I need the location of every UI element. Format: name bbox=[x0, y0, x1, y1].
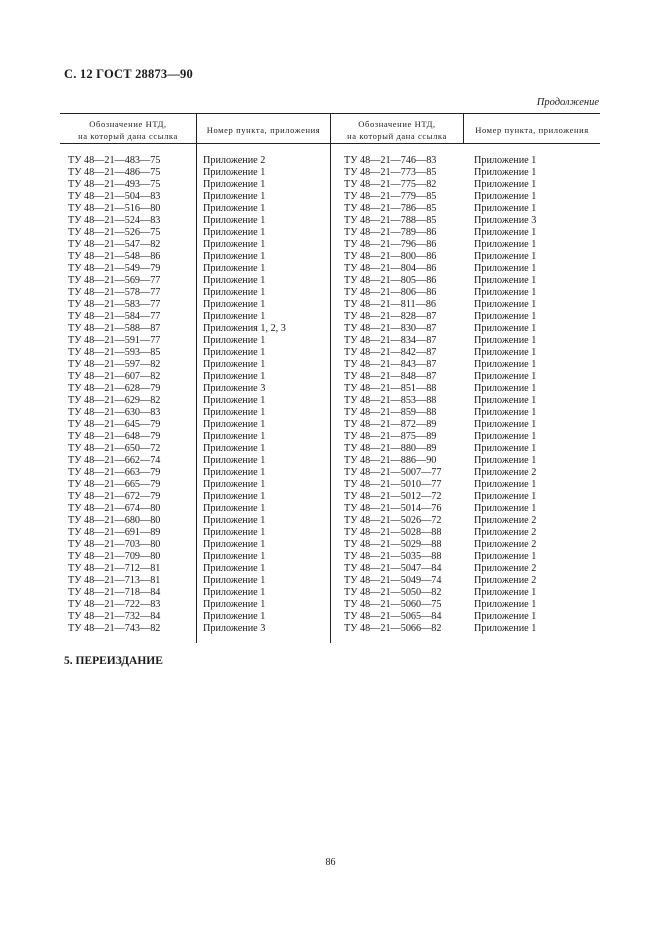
table-cell: Приложение 1 bbox=[203, 491, 266, 502]
column-doc-right bbox=[344, 155, 441, 635]
column-ref-left bbox=[203, 155, 286, 635]
table-cell: ТУ 48—21—712—81 bbox=[68, 563, 161, 574]
section-heading: 5. ПЕРЕИЗДАНИЕ bbox=[64, 655, 163, 667]
table-cell: ТУ 48—21—665—79 bbox=[68, 479, 161, 490]
table-cell: Приложение 2 bbox=[474, 467, 537, 478]
table-cell: ТУ 48—21—548—86 bbox=[68, 251, 161, 262]
table-cell: ТУ 48—21—5029—88 bbox=[344, 539, 442, 550]
table-cell: ТУ 48—21—743—82 bbox=[68, 623, 161, 634]
table-cell: ТУ 48—21—672—79 bbox=[68, 491, 161, 502]
table-cell: ТУ 48—21—773—85 bbox=[344, 167, 437, 178]
table-cell: Приложение 1 bbox=[203, 599, 266, 610]
table-cell: Приложение 1 bbox=[203, 395, 266, 406]
table-cell: ТУ 48—21—584—77 bbox=[68, 311, 161, 322]
table-cell: ТУ 48—21—830—87 bbox=[344, 323, 437, 334]
table-cell: ТУ 48—21—875—89 bbox=[344, 431, 437, 442]
header-doc-right: Обозначение НТД, на который дана ссылка bbox=[347, 118, 447, 141]
table-cell: ТУ 48—21—775—82 bbox=[344, 179, 437, 190]
table-cell: Приложение 1 bbox=[203, 347, 266, 358]
table-cell: ТУ 48—21—834—87 bbox=[344, 335, 437, 346]
table-cell: ТУ 48—21—663—79 bbox=[68, 467, 161, 478]
table-cell: Приложение 1 bbox=[474, 191, 537, 202]
table-cell: Приложение 1 bbox=[474, 407, 537, 418]
table-cell: ТУ 48—21—578—77 bbox=[68, 287, 161, 298]
table-cell: Приложение 1 bbox=[474, 299, 537, 310]
table-cell: ТУ 48—21—859—88 bbox=[344, 407, 437, 418]
table-cell: Приложение 1 bbox=[474, 287, 537, 298]
table-cell: ТУ 48—21—526—75 bbox=[68, 227, 161, 238]
table-cell: Приложение 1 bbox=[474, 431, 537, 442]
table-cell: Приложение 1 bbox=[203, 179, 266, 190]
table-cell: ТУ 48—21—880—89 bbox=[344, 443, 437, 454]
table-cell: Приложение 1 bbox=[474, 347, 537, 358]
table-cell: Приложение 1 bbox=[203, 287, 266, 298]
table-cell: ТУ 48—21—504—83 bbox=[68, 191, 161, 202]
table-cell: Приложение 1 bbox=[474, 479, 537, 490]
table-cell: ТУ 48—21—648—79 bbox=[68, 431, 161, 442]
table-cell: ТУ 48—21—842—87 bbox=[344, 347, 437, 358]
table-cell: ТУ 48—21—629—82 bbox=[68, 395, 161, 406]
table-cell: ТУ 48—21—848—87 bbox=[344, 371, 437, 382]
table-cell: Приложение 1 bbox=[203, 479, 266, 490]
table-cell: Приложение 1 bbox=[474, 371, 537, 382]
table-cell: ТУ 48—21—5014—76 bbox=[344, 503, 442, 514]
table-cell: Приложение 1 bbox=[203, 227, 266, 238]
table-cell: ТУ 48—21—811—86 bbox=[344, 299, 437, 310]
table-cell: Приложение 2 bbox=[203, 155, 266, 166]
table-cell: ТУ 48—21—483—75 bbox=[68, 155, 161, 166]
table-cell: Приложение 1 bbox=[203, 275, 266, 286]
table-cell: Приложение 1 bbox=[474, 251, 537, 262]
table-cell: ТУ 48—21—630—83 bbox=[68, 407, 161, 418]
table-cell: Приложение 1 bbox=[203, 539, 266, 550]
table-cell: ТУ 48—21—713—81 bbox=[68, 575, 161, 586]
table-cell: ТУ 48—21—5012—72 bbox=[344, 491, 442, 502]
table-cell: ТУ 48—21—843—87 bbox=[344, 359, 437, 370]
table-cell: ТУ 48—21—645—79 bbox=[68, 419, 161, 430]
table-cell: Приложение 1 bbox=[203, 371, 266, 382]
table-cell: Приложение 1 bbox=[203, 311, 266, 322]
table-cell: ТУ 48—21—779—85 bbox=[344, 191, 437, 202]
table-cell: Приложение 1 bbox=[474, 323, 537, 334]
table-cell: Приложения 1, 2, 3 bbox=[203, 323, 286, 334]
table-cell: ТУ 48—21—800—86 bbox=[344, 251, 437, 262]
table-cell: Приложение 2 bbox=[474, 527, 537, 538]
table-cell: Приложение 2 bbox=[474, 515, 537, 526]
column-ref-right bbox=[474, 155, 536, 635]
table-cell: ТУ 48—21—674—80 bbox=[68, 503, 161, 514]
table-cell: ТУ 48—21—5049—74 bbox=[344, 575, 442, 586]
table-cell: Приложение 1 bbox=[203, 359, 266, 370]
table-cell: Приложение 3 bbox=[203, 623, 266, 634]
table-cell: Приложение 1 bbox=[203, 455, 266, 466]
table-cell: Приложение 3 bbox=[474, 215, 537, 226]
table-cell: ТУ 48—21—722—83 bbox=[68, 599, 161, 610]
table-cell: ТУ 48—21—746—83 bbox=[344, 155, 437, 166]
table-cell: Приложение 1 bbox=[203, 203, 266, 214]
table-cell: Приложение 1 bbox=[474, 503, 537, 514]
table-cell: Приложение 2 bbox=[474, 539, 537, 550]
table-cell: ТУ 48—21—732—84 bbox=[68, 611, 161, 622]
table-cell: Приложение 1 bbox=[203, 263, 266, 274]
table-cell: ТУ 48—21—5047—84 bbox=[344, 563, 442, 574]
table-cell: ТУ 48—21—593—85 bbox=[68, 347, 161, 358]
table-cell: ТУ 48—21—5035—88 bbox=[344, 551, 442, 562]
table-cell: Приложение 1 bbox=[203, 515, 266, 526]
table-cell: Приложение 1 bbox=[203, 431, 266, 442]
table-cell: ТУ 48—21—5060—75 bbox=[344, 599, 442, 610]
table-cell: Приложение 1 bbox=[474, 239, 537, 250]
table-cell: ТУ 48—21—691—89 bbox=[68, 527, 161, 538]
table-cell: ТУ 48—21—872—89 bbox=[344, 419, 437, 430]
table-cell: Приложение 1 bbox=[203, 587, 266, 598]
column-divider bbox=[196, 113, 197, 643]
table-cell: ТУ 48—21—607—82 bbox=[68, 371, 161, 382]
page-number: 86 bbox=[325, 857, 336, 868]
table-cell: ТУ 48—21—597—82 bbox=[68, 359, 161, 370]
table-cell: Приложение 1 bbox=[203, 551, 266, 562]
table-cell: Приложение 1 bbox=[203, 419, 266, 430]
table-cell: Приложение 1 bbox=[203, 575, 266, 586]
table-cell: Приложение 1 bbox=[474, 551, 537, 562]
table-cell: Приложение 1 bbox=[203, 191, 266, 202]
table-cell: Приложение 1 bbox=[203, 443, 266, 454]
table-cell: ТУ 48—21—853—88 bbox=[344, 395, 437, 406]
table-cell: Приложение 1 bbox=[474, 587, 537, 598]
table-cell: ТУ 48—21—805—86 bbox=[344, 275, 437, 286]
column-divider bbox=[330, 113, 331, 643]
table-cell: ТУ 48—21—662—74 bbox=[68, 455, 161, 466]
table-cell: ТУ 48—21—583—77 bbox=[68, 299, 161, 310]
table-cell: Приложение 1 bbox=[203, 407, 266, 418]
header-doc-left: Обозначение НТД, на который дана ссылка bbox=[78, 118, 178, 141]
table-cell: Приложение 1 bbox=[474, 383, 537, 394]
header-ref-right: Номер пункта, приложения bbox=[475, 124, 589, 135]
table-cell: Приложение 1 bbox=[474, 419, 537, 430]
table-cell: ТУ 48—21—628—79 bbox=[68, 383, 161, 394]
table-cell: ТУ 48—21—786—85 bbox=[344, 203, 437, 214]
table-cell: Приложение 1 bbox=[474, 611, 537, 622]
table-cell: Приложение 1 bbox=[474, 311, 537, 322]
table-cell: Приложение 2 bbox=[474, 563, 537, 574]
table-cell: ТУ 48—21—718—84 bbox=[68, 587, 161, 598]
table-cell: ТУ 48—21—5065—84 bbox=[344, 611, 442, 622]
table-cell: Приложение 1 bbox=[203, 251, 266, 262]
table-cell: ТУ 48—21—828—87 bbox=[344, 311, 437, 322]
table-cell: Приложение 1 bbox=[474, 167, 537, 178]
table-cell: ТУ 48—21—5066—82 bbox=[344, 623, 442, 634]
table-cell: Приложение 1 bbox=[474, 455, 537, 466]
table-cell: Приложение 1 bbox=[474, 395, 537, 406]
table-cell: Приложение 1 bbox=[203, 167, 266, 178]
table-cell: Приложение 3 bbox=[203, 383, 266, 394]
table-cell: ТУ 48—21—703—80 bbox=[68, 539, 161, 550]
table-cell: ТУ 48—21—5007—77 bbox=[344, 467, 442, 478]
table-cell: ТУ 48—21—709—80 bbox=[68, 551, 161, 562]
table-cell: Приложение 1 bbox=[203, 527, 266, 538]
table-cell: ТУ 48—21—5050—82 bbox=[344, 587, 442, 598]
table-cell: ТУ 48—21—650—72 bbox=[68, 443, 161, 454]
header-ref-left: Номер пункта, приложения bbox=[206, 124, 321, 135]
table-cell: ТУ 48—21—516—80 bbox=[68, 203, 161, 214]
table-cell: ТУ 48—21—486—75 bbox=[68, 167, 161, 178]
table-cell: Приложение 1 bbox=[474, 623, 537, 634]
table-cell: ТУ 48—21—796—86 bbox=[344, 239, 437, 250]
table-cell: Приложение 1 bbox=[474, 263, 537, 274]
table-cell: ТУ 48—21—524—83 bbox=[68, 215, 161, 226]
table-cell: Приложение 1 bbox=[203, 611, 266, 622]
table-cell: ТУ 48—21—789—86 bbox=[344, 227, 437, 238]
table-cell: ТУ 48—21—549—79 bbox=[68, 263, 161, 274]
table-cell: Приложение 1 bbox=[203, 467, 266, 478]
table-cell: ТУ 48—21—493—75 bbox=[68, 179, 161, 190]
table-cell: ТУ 48—21—547—82 bbox=[68, 239, 161, 250]
table-cell: Приложение 1 bbox=[474, 179, 537, 190]
table-cell: Приложение 1 bbox=[474, 227, 537, 238]
table-cell: Приложение 1 bbox=[474, 491, 537, 502]
table-cell: Приложение 1 bbox=[203, 563, 266, 574]
column-doc-left bbox=[68, 155, 160, 635]
table-cell: ТУ 48—21—5010—77 bbox=[344, 479, 442, 490]
table-cell: ТУ 48—21—588—87 bbox=[68, 323, 161, 334]
table-cell: ТУ 48—21—788—85 bbox=[344, 215, 437, 226]
table-cell: ТУ 48—21—886—90 bbox=[344, 455, 437, 466]
table-cell: Приложение 1 bbox=[474, 275, 537, 286]
table-cell: ТУ 48—21—680—80 bbox=[68, 515, 161, 526]
table-cell: ТУ 48—21—5026—72 bbox=[344, 515, 442, 526]
table-cell: Приложение 1 bbox=[474, 335, 537, 346]
table-cell: Приложение 1 bbox=[203, 239, 266, 250]
table-cell: Приложение 1 bbox=[203, 335, 266, 346]
table-cell: Приложение 1 bbox=[203, 503, 266, 514]
table-cell: ТУ 48—21—851—88 bbox=[344, 383, 437, 394]
table-cell: Приложение 1 bbox=[474, 599, 537, 610]
continuation-label: Продолжение bbox=[536, 97, 599, 108]
table-cell: ТУ 48—21—591—77 bbox=[68, 335, 161, 346]
reference-table bbox=[60, 113, 600, 643]
table-cell: Приложение 1 bbox=[474, 443, 537, 454]
table-cell: ТУ 48—21—5028—88 bbox=[344, 527, 442, 538]
table-cell: ТУ 48—21—804—86 bbox=[344, 263, 437, 274]
table-cell: ТУ 48—21—806—86 bbox=[344, 287, 437, 298]
table-cell: Приложение 1 bbox=[203, 215, 266, 226]
table-cell: Приложение 1 bbox=[474, 359, 537, 370]
table-cell: Приложение 1 bbox=[474, 155, 537, 166]
table-cell: ТУ 48—21—569—77 bbox=[68, 275, 161, 286]
table-cell: Приложение 2 bbox=[474, 575, 537, 586]
table-cell: Приложение 1 bbox=[203, 299, 266, 310]
table-cell: Приложение 1 bbox=[474, 203, 537, 214]
page-header: С. 12 ГОСТ 28873—90 bbox=[64, 67, 193, 81]
